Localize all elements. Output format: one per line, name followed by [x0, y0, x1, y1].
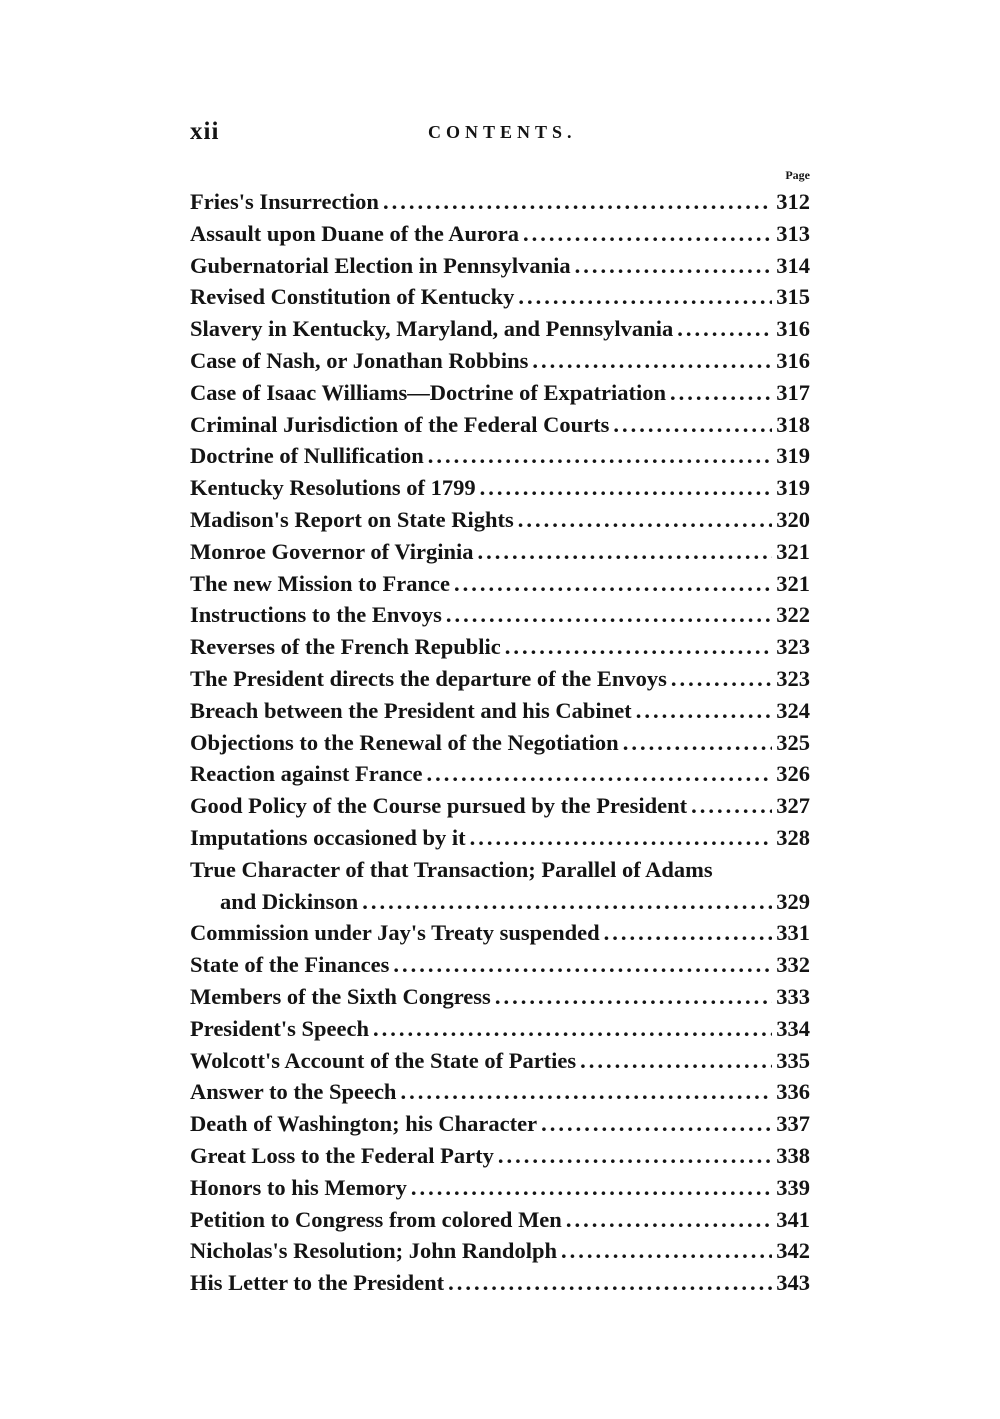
dot-leader	[426, 761, 772, 787]
dot-leader	[671, 666, 772, 692]
entry-title: Breach between the President and his Cabinet	[190, 697, 632, 723]
dot-leader	[446, 602, 772, 628]
toc-entry	[190, 634, 810, 666]
dot-leader	[428, 443, 772, 469]
entry-page-number: 334	[776, 1015, 810, 1041]
entry-title: His Letter to the President	[190, 1270, 445, 1296]
toc-entry	[190, 1079, 810, 1111]
dot-leader	[523, 221, 772, 247]
entry-title: Revised Constitution of Kentucky	[190, 284, 515, 310]
running-title: CONTENTS.	[428, 122, 577, 142]
dot-leader	[691, 793, 772, 819]
entry-title: True Character of that Transaction; Parallel of Adams	[190, 856, 713, 882]
entry-title: Case of Isaac Williams—Doctrine of Expatriation	[190, 379, 667, 405]
toc-entry	[190, 666, 810, 698]
entry-title: Criminal Jurisdiction of the Federal Courts	[190, 411, 610, 437]
entry-title: State of the Finances	[190, 952, 390, 978]
entry-page-number: 313	[776, 220, 810, 246]
dot-leader	[383, 189, 772, 215]
toc-entry	[190, 253, 810, 285]
entry-title: Wolcott's Account of the State of Parties	[190, 1047, 577, 1073]
entry-title: Madison's Report on State Rights	[190, 506, 514, 532]
toc-entry	[190, 475, 810, 507]
page-header	[190, 118, 810, 148]
dot-leader	[613, 412, 772, 438]
entry-page-number: 316	[776, 347, 810, 373]
entry-title: Nicholas's Resolution; John Randolph	[190, 1238, 557, 1264]
table-of-contents	[190, 189, 810, 1302]
dot-leader	[362, 889, 772, 915]
toc-entry	[190, 698, 810, 730]
toc-entry	[190, 1175, 810, 1207]
toc-entry	[190, 952, 810, 984]
toc-entry	[190, 348, 810, 380]
entry-page-number: 324	[776, 697, 810, 723]
dot-leader	[670, 380, 772, 406]
entry-title: Reaction against France	[190, 761, 423, 787]
toc-entry-continuation	[190, 889, 810, 921]
entry-page-number: 331	[776, 920, 810, 946]
entry-page-number: 335	[776, 1047, 810, 1073]
dot-leader	[393, 952, 772, 978]
toc-entry	[190, 730, 810, 762]
entry-page-number: 319	[776, 443, 810, 469]
entry-page-number: 328	[776, 824, 810, 850]
dot-leader	[532, 348, 772, 374]
entry-title: Reverses of the French Republic	[190, 634, 501, 660]
entry-title: Answer to the Speech	[190, 1079, 397, 1105]
toc-entry	[190, 539, 810, 571]
toc-entry	[190, 316, 810, 348]
toc-entry	[190, 920, 810, 952]
dot-leader	[470, 825, 772, 851]
entry-title: Gubernatorial Election in Pennsylvania	[190, 252, 571, 278]
dot-leader	[623, 730, 772, 756]
entry-title: The President directs the departure of the Envoys	[190, 665, 667, 691]
entry-title: Doctrine of Nullification	[190, 443, 424, 469]
toc-entry	[190, 1270, 810, 1302]
entry-title-continuation: and Dickinson	[220, 888, 359, 914]
dot-leader	[505, 634, 772, 660]
toc-entry	[190, 825, 810, 857]
toc-entry	[190, 221, 810, 253]
entry-title: Members of the Sixth Congress	[190, 983, 491, 1009]
dot-leader	[518, 284, 772, 310]
entry-page-number: 339	[776, 1174, 810, 1200]
entry-title: The new Mission to France	[190, 570, 450, 596]
toc-entry	[190, 857, 810, 889]
dot-leader	[498, 1143, 772, 1169]
toc-entry	[190, 793, 810, 825]
entry-title: President's Speech	[190, 1015, 369, 1041]
dot-leader	[541, 1111, 772, 1137]
toc-entry	[190, 1048, 810, 1080]
toc-entry	[190, 412, 810, 444]
entry-title: Kentucky Resolutions of 1799	[190, 475, 476, 501]
entry-title: Death of Washington; his Character	[190, 1111, 538, 1137]
dot-leader	[561, 1238, 772, 1264]
toc-entry	[190, 1016, 810, 1048]
entry-page-number: 341	[776, 1206, 810, 1232]
entry-page-number: 321	[776, 570, 810, 596]
entry-title: Slavery in Kentucky, Maryland, and Pennsylvania	[190, 316, 674, 342]
toc-entry	[190, 284, 810, 316]
entry-page-number: 312	[776, 189, 810, 214]
dot-leader	[677, 316, 772, 342]
dot-leader	[495, 984, 772, 1010]
toc-entry	[190, 1207, 810, 1239]
entry-title: Petition to Congress from colored Men	[190, 1206, 562, 1232]
entry-title: Honors to his Memory	[190, 1174, 407, 1200]
entry-page-number: 323	[776, 665, 810, 691]
dot-leader	[454, 571, 772, 597]
entry-page-number: 320	[776, 506, 810, 532]
entry-page-number: 326	[776, 761, 810, 787]
entry-page-number: 342	[776, 1238, 810, 1264]
toc-entry	[190, 761, 810, 793]
dot-leader	[400, 1079, 772, 1105]
page-column-label: Page	[785, 168, 810, 182]
toc-entry	[190, 602, 810, 634]
dot-leader	[480, 475, 772, 501]
entry-page-number: 325	[776, 729, 810, 755]
dot-leader	[566, 1207, 772, 1233]
entry-page-number: 337	[776, 1111, 810, 1137]
entry-page-number: 329	[776, 888, 810, 914]
toc-entry	[190, 380, 810, 412]
entry-page-number: 316	[776, 316, 810, 342]
entry-page-number: 314	[776, 252, 810, 278]
entry-page-number: 317	[776, 379, 810, 405]
toc-entry	[190, 1111, 810, 1143]
toc-entry	[190, 443, 810, 475]
dot-leader	[580, 1048, 772, 1074]
toc-entry	[190, 1143, 810, 1175]
dot-leader	[373, 1016, 772, 1042]
entry-title: Instructions to the Envoys	[190, 602, 442, 628]
entry-title: Commission under Jay's Treaty suspended	[190, 920, 600, 946]
toc-entry	[190, 571, 810, 603]
dot-leader	[575, 253, 772, 279]
toc-entry	[190, 1238, 810, 1270]
toc-entry	[190, 189, 810, 221]
entry-page-number: 322	[776, 602, 810, 628]
entry-page-number: 333	[776, 983, 810, 1009]
entry-title: Objections to the Renewal of the Negotiation	[190, 729, 619, 755]
dot-leader	[518, 507, 772, 533]
entry-page-number: 321	[776, 538, 810, 564]
entry-page-number: 319	[776, 475, 810, 501]
entry-page-number: 338	[776, 1142, 810, 1168]
entry-page-number: 336	[776, 1079, 810, 1105]
entry-page-number: 327	[776, 793, 810, 819]
entry-title: Monroe Governor of Virginia	[190, 538, 474, 564]
entry-page-number: 323	[776, 634, 810, 660]
folio-page-number: xii	[190, 118, 220, 145]
entry-page-number: 343	[776, 1270, 810, 1296]
entry-title: Great Loss to the Federal Party	[190, 1142, 494, 1168]
toc-entry	[190, 507, 810, 539]
dot-leader	[448, 1270, 772, 1296]
entry-title: Assault upon Duane of the Aurora	[190, 220, 520, 246]
dot-leader	[478, 539, 772, 565]
entry-title: Fries's Insurrection	[190, 189, 379, 214]
entry-title: Imputations occasioned by it	[190, 824, 466, 850]
entry-title: Good Policy of the Course pursued by the President	[190, 793, 688, 819]
dot-leader	[636, 698, 772, 724]
dot-leader	[411, 1175, 772, 1201]
entry-page-number: 318	[776, 411, 810, 437]
entry-page-number: 332	[776, 952, 810, 978]
toc-entry	[190, 984, 810, 1016]
entry-page-number: 315	[776, 284, 810, 310]
dot-leader	[604, 920, 772, 946]
entry-title: Case of Nash, or Jonathan Robbins	[190, 347, 529, 373]
